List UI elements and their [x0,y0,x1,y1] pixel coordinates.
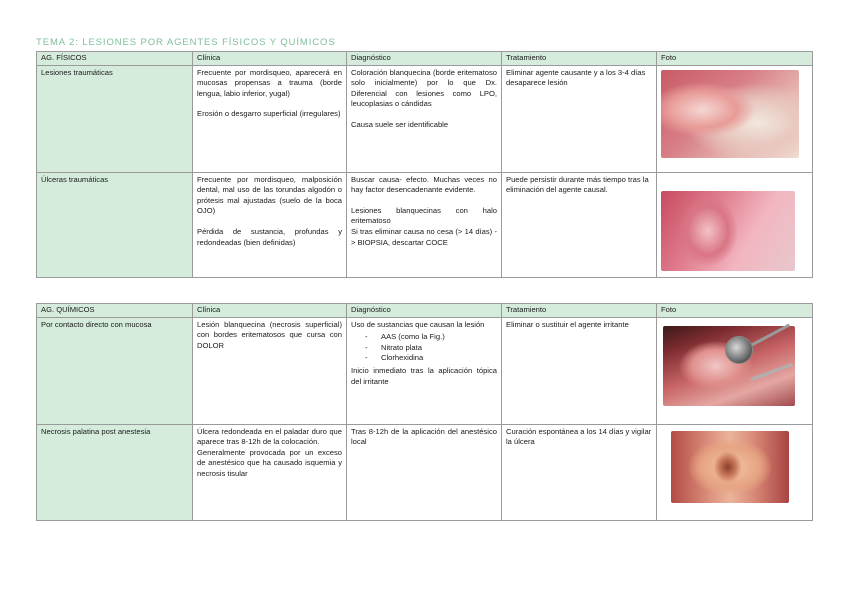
clinica-text: Pérdida de sustancia, profundas y redondeadas (bien definidas) [197,226,342,247]
diagnostico-text: Causa suele ser identificable [351,119,449,129]
clinica-text: Úlcera redondeada en el paladar duro que aparece tras 8-12h de la colocación. [197,426,342,447]
diagnostico-text: Buscar causa- efecto. Muchas veces no hay factor desencadenante evidente. [351,174,497,195]
diagnostico-cell [347,65,502,172]
header-tratamiento: Tratamiento [502,52,657,66]
physical-agents-table [36,51,813,278]
table-row [37,172,813,277]
tratamiento-cell: Puede persistir durante más tiempo tras la eliminación del agente causal. [502,172,657,277]
clinica-text: Frecuente por mordisqueo, malposición dental, mal uso de las torundas algodón o prótesis mal ajustadas (suelo de la boca OJO) [197,174,342,216]
page-title: TEMA 2: LESIONES POR AGENTES FÍSICOS Y QUÍMICOS [36,37,336,48]
header-agent: AG. FÍSICOS [37,52,193,66]
palatal-necrosis-photo [671,431,789,503]
header-diagnostico: Diagnóstico [347,52,502,66]
clinica-text: Lesión blanquecina (necrosis superficial) con bordes eritematosos que cursa con DOLOR [197,319,342,350]
table-row [37,424,813,520]
diagnostico-text: Lesiones blanquecinas con halo eritematoso [351,205,497,226]
substance-list [365,332,497,364]
diagnostico-cell [347,317,502,424]
agent-cell: Por contacto directo con mucosa [37,317,193,424]
header-tratamiento: Tratamiento [502,304,657,318]
clinica-cell [193,65,347,172]
dental-mirror-icon [725,336,753,364]
diagnostico-text: Inicio inmediato tras la aplicación tópica del irritante [351,365,497,386]
mirror-handle-icon [746,323,790,348]
header-foto: Foto [657,52,813,66]
chemical-burn-photo [663,326,795,406]
header-diagnostico: Diagnóstico [347,304,502,318]
header-foto: Foto [657,304,813,318]
instrument-icon [750,363,792,381]
diagnostico-cell [347,424,502,520]
list-item: - AAS (como la Fig.) [365,332,497,343]
agent-cell: Úlceras traumáticas [37,172,193,277]
foto-cell [657,317,813,424]
diagnostico-text: Uso de sustancias que causan la lesión [351,319,485,329]
tratamiento-cell: Eliminar agente causante y a los 3-4 días desaparece lesión [502,65,657,172]
header-agent: AG. QUÍMICOS [37,304,193,318]
clinica-cell [193,424,347,520]
agent-cell: Necrosis palatina post anestesia [37,424,193,520]
table-row [37,65,813,172]
diagnostico-text: Si tras eliminar causa no cesa (> 14 días) -> BIOPSIA, descartar COCE [351,226,497,247]
diagnostico-text: Tras 8-12h de la aplicación del anestésico local [351,426,497,447]
agent-cell: Lesiones traumáticas [37,65,193,172]
tratamiento-cell: Eliminar o sustituir el agente irritante [502,317,657,424]
table-header-row [37,304,813,318]
diagnostico-cell [347,172,502,277]
list-item: - Nitrato plata [365,343,497,354]
header-clinica: Clínica [193,304,347,318]
header-clinica: Clínica [193,52,347,66]
chemical-agents-table [36,303,813,521]
diagnostico-text: Coloración blanquecina (borde eritematoso solo inicialmente) por lo que Dx. Diferencial con lesiones como LPO, leucoplasias o cándidas [351,67,497,109]
clinica-cell [193,317,347,424]
foto-cell [657,424,813,520]
list-item: - Clorhexidina [365,353,497,364]
foto-cell [657,65,813,172]
clinica-text: Frecuente por mordisqueo, aparecerá en mucosas propensas a trauma (borde lengua, labio inferior, yugal) [197,67,342,98]
oral-lesion-photo [661,70,799,158]
table-header-row [37,52,813,66]
table-row [37,317,813,424]
tratamiento-cell: Curación espontánea a los 14 días y vigilar la úlcera [502,424,657,520]
foto-cell [657,172,813,277]
clinica-text: Generalmente provocada por un exceso de anestésico que ha causado isquemia y necrosis tisular [197,447,342,478]
clinica-text: Erosión o desgarro superficial (irregulares) [197,109,341,119]
clinica-cell [193,172,347,277]
oral-ulcer-photo [661,191,795,271]
